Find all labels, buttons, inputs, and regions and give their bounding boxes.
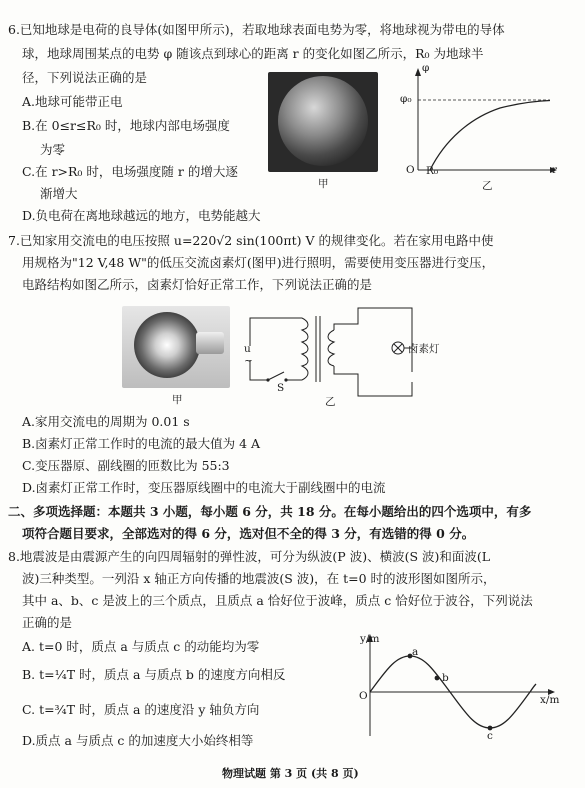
earth-photo: [268, 72, 378, 172]
page-footer: 物理试题 第 3 页 (共 8 页): [222, 767, 359, 780]
q8-graph-origin-label: O: [359, 690, 368, 702]
q6-stem-line3: 径，下列说法正确的是: [22, 70, 148, 85]
q8-option-d: D.质点 a 与质点 c 的加速度大小始终相等: [22, 733, 254, 748]
q7-option-b: B.卤素灯正常工作时的电流的最大值为 4 A: [22, 436, 261, 451]
q8-option-b: B. t=¼T 时，质点 a 与质点 b 的速度方向相反: [22, 667, 286, 682]
q6-option-d: D.负电荷在离地球越远的地方，电势能越大: [22, 208, 261, 223]
q6-potential-graph: [400, 66, 560, 191]
q8-stem-line1: 8.地震波是由震源产生的向四周辐射的弹性波，可分为纵波(P 波)、横波(S 波)和面波(L: [8, 549, 491, 564]
q8-point-c-label: c: [487, 730, 493, 742]
q6-graph-origin-label: O: [406, 164, 415, 176]
q8-wave-graph: [340, 632, 560, 742]
q6-fig-jia-caption: 甲: [318, 178, 329, 190]
q8-option-c: C. t=¾T 时，质点 a 的速度沿 y 轴负方向: [22, 702, 260, 717]
q6-stem-line1: 6.已知地球是电荷的良导体(如图甲所示)，若取地球表面电势为零，将地球视为带电的导体: [8, 22, 505, 37]
q8-stem-line3: 其中 a、b、c 是波上的三个质点，且质点 a 恰好位于波峰，质点 c 恰好位于波谷，下列说法: [22, 593, 533, 608]
q7-option-a: A.家用交流电的周期为 0.01 s: [22, 414, 190, 429]
q6-option-a: A.地球可能带正电: [22, 94, 123, 109]
halogen-lamp-photo: [122, 306, 230, 388]
q7-transformer-circuit: [240, 300, 420, 400]
q8-point-a-label: a: [412, 646, 419, 658]
section2-instructions-line1: 二、多项选择题：本题共 3 小题，每小题 6 分，共 18 分。在每小题给出的四个选项中，有多: [8, 504, 532, 519]
q7-circuit-lamp-label: 卤素灯: [408, 343, 440, 355]
section2-instructions-line2: 项符合题目要求，全部选对的得 6 分，选对但不全的得 3 分，有选错的得 0 分。: [22, 526, 475, 541]
q7-stem-line1: 7.已知家用交流电的电压按照 u=220√2 sin(100πt) V 的规律变化。若在家用电路中使: [8, 233, 494, 248]
q7-option-d: D.卤素灯正常工作时，变压器原线圈中的电流大于副线圈中的电流: [22, 480, 386, 495]
q8-stem-line4: 正确的是: [22, 615, 73, 630]
q6-option-c-line2: 渐增大: [40, 186, 78, 201]
q8-graph-y-label: y/m: [360, 633, 380, 645]
q6-option-b-line2: 为零: [40, 142, 66, 157]
q7-stem-line3: 电路结构如图乙所示，卤素灯恰好正常工作，下列说法正确的是: [22, 277, 373, 292]
q7-stem-line2: 用规格为"12 V,48 W"的低压交流卤素灯(图甲)进行照明，需要使用变压器进行变压，: [22, 255, 495, 270]
q7-option-c: C.变压器原、副线圈的匝数比为 55:3: [22, 458, 230, 473]
q8-graph-x-label: x/m: [540, 694, 560, 706]
q7-fig-jia-caption: 甲: [172, 394, 183, 406]
q6-fig-yi-caption: 乙: [482, 180, 493, 192]
q6-option-b-line1: B.在 0≤r≤R₀ 时，地球内部电场强度: [22, 118, 230, 133]
q6-stem-line2: 球，地球周围某点的电势 φ 随该点到球心的距离 r 的变化如图乙所示，R₀ 为地球半: [22, 46, 484, 61]
q8-option-a: A. t=0 时，质点 a 与质点 c 的动能均为零: [22, 639, 260, 654]
q8-point-b-label: b: [442, 672, 449, 684]
q7-circuit-u-label: u: [244, 343, 251, 355]
q6-graph-phi-label: φ: [422, 62, 430, 74]
q6-graph-r0-label: R₀: [426, 165, 439, 177]
q7-fig-yi-caption: 乙: [325, 396, 336, 408]
q6-graph-r-label: r: [552, 164, 558, 176]
q7-circuit-ac-symbol: ~: [244, 355, 253, 367]
q7-circuit-switch-label: S: [277, 382, 285, 394]
q8-stem-line2: 波)三种类型。一列沿 x 轴正方向传播的地震波(S 波)，在 t=0 时的波形图如图所示，: [22, 571, 496, 586]
q6-option-c-line1: C.在 r>R₀ 时，电场强度随 r 的增大逐: [22, 164, 238, 179]
q6-graph-phi0-label: φ₀: [400, 93, 412, 105]
